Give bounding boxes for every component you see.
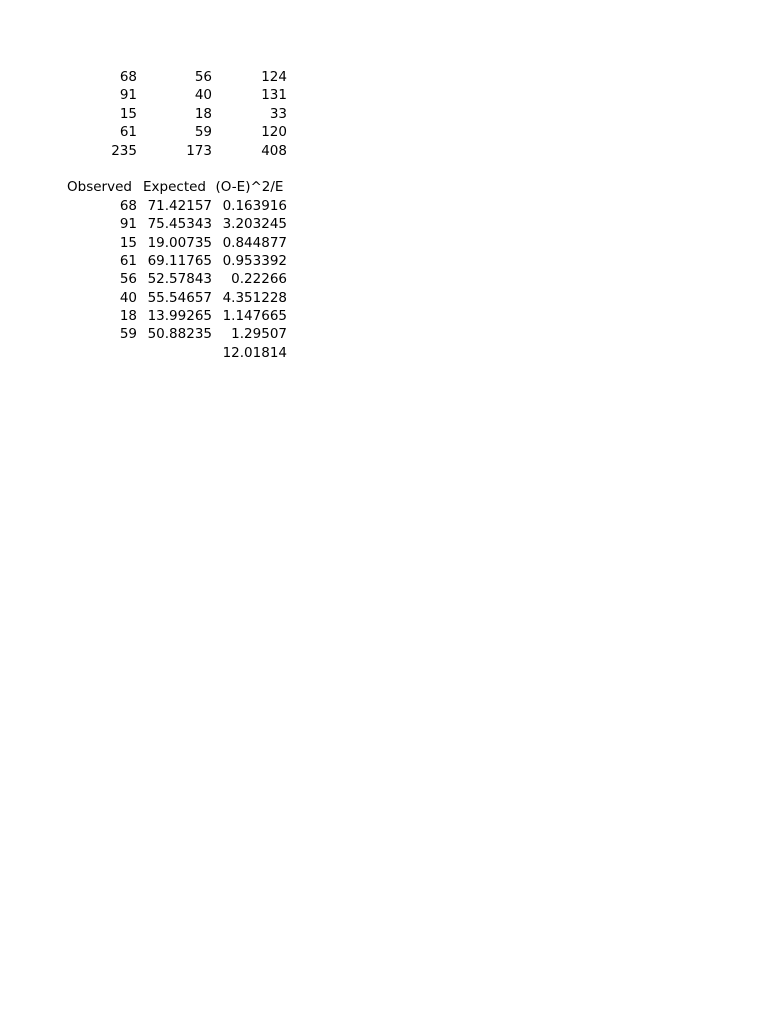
chi-term-cell[interactable]: 1.29507 [231, 326, 287, 343]
table-row [62, 234, 287, 252]
table-row [62, 252, 287, 270]
observed-cell[interactable]: 40 [119, 289, 137, 306]
table-cell[interactable]: 235 [111, 142, 137, 159]
observed-cell[interactable]: 56 [119, 271, 137, 288]
table-cell[interactable]: 131 [261, 87, 287, 104]
table-cell[interactable]: 33 [269, 105, 287, 122]
table-cell[interactable]: 120 [261, 124, 287, 141]
table-cell[interactable]: 61 [119, 124, 137, 141]
expected-cell[interactable]: 55.54657 [147, 289, 212, 306]
expected-header[interactable]: Expected [143, 179, 206, 196]
table-cell[interactable]: 91 [119, 87, 137, 104]
contingency-table [62, 68, 287, 160]
table-cell[interactable]: 15 [119, 105, 137, 122]
table-row [62, 105, 287, 123]
empty-cell[interactable] [62, 344, 137, 362]
observed-cell[interactable]: 61 [119, 252, 137, 269]
table-row [62, 325, 287, 343]
table-cell[interactable]: 59 [194, 124, 212, 141]
table-row [62, 289, 287, 307]
table-row [62, 86, 287, 104]
table-row [62, 270, 287, 288]
observed-header[interactable]: Observed [67, 179, 132, 196]
chi-term-cell[interactable]: 0.22266 [231, 271, 287, 288]
table-cell[interactable]: 124 [261, 69, 287, 85]
expected-cell[interactable]: 50.88235 [147, 326, 212, 343]
chi-term-cell[interactable]: 1.147665 [222, 308, 287, 325]
observed-cell[interactable]: 18 [119, 308, 137, 325]
table-row [62, 307, 287, 325]
chi-term-cell[interactable]: 0.953392 [222, 252, 287, 269]
expected-cell[interactable]: 75.45343 [147, 216, 212, 233]
observed-cell[interactable]: 68 [119, 197, 137, 214]
table-row [62, 123, 287, 141]
table-cell[interactable]: 408 [261, 142, 287, 159]
chi-term-header[interactable]: (O-E)^2/E [215, 179, 284, 196]
table-row [62, 68, 287, 86]
chi-term-cell[interactable]: 4.351228 [222, 289, 287, 306]
sum-row [62, 344, 287, 362]
chi-term-cell[interactable]: 0.163916 [222, 197, 287, 214]
spreadsheet [62, 68, 287, 362]
table-row [62, 197, 287, 215]
table-cell[interactable]: 56 [194, 69, 212, 85]
table-cell[interactable]: 18 [194, 105, 212, 122]
expected-cell[interactable]: 71.42157 [147, 197, 212, 214]
table-cell[interactable]: 173 [186, 142, 212, 159]
table-cell[interactable]: 40 [194, 87, 212, 104]
chi-term-cell[interactable]: 0.844877 [222, 234, 287, 251]
expected-cell[interactable]: 19.00735 [147, 234, 212, 251]
observed-cell[interactable]: 59 [119, 326, 137, 343]
expected-cell[interactable]: 52.57843 [147, 271, 212, 288]
blank-row [62, 160, 287, 178]
expected-cell[interactable]: 13.99265 [147, 308, 212, 325]
expected-cell[interactable]: 69.11765 [147, 252, 212, 269]
chi-square-total-cell[interactable]: 12.01814 [222, 344, 287, 361]
observed-cell[interactable]: 91 [119, 216, 137, 233]
header-row [62, 178, 287, 196]
table-cell[interactable]: 68 [119, 69, 137, 85]
empty-cell[interactable] [137, 344, 212, 362]
observed-cell[interactable]: 15 [119, 234, 137, 251]
totals-row [62, 142, 287, 160]
chi-square-table [62, 178, 287, 362]
table-row [62, 215, 287, 233]
chi-term-cell[interactable]: 3.203245 [222, 216, 287, 233]
